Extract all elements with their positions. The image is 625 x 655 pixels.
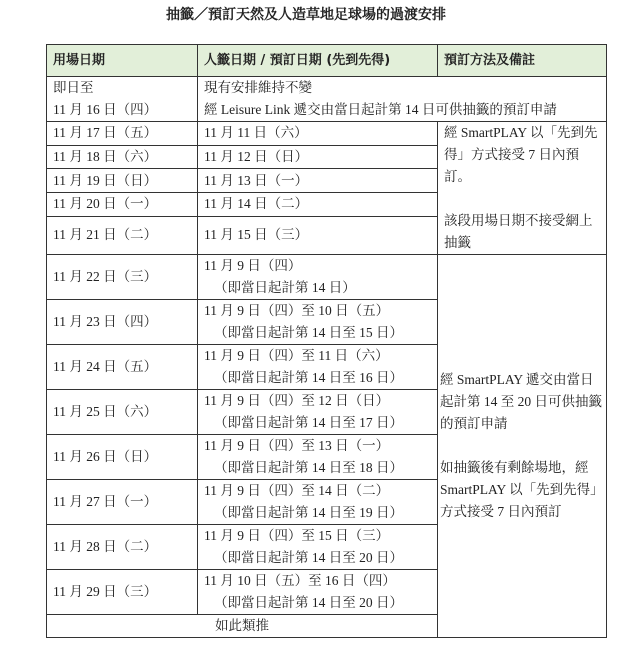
booking-range: 11 月 9 日（四） xyxy=(204,258,302,273)
method-note-cell xyxy=(438,122,607,255)
use-date-cell: 11 月 28 日（二） xyxy=(47,525,198,570)
table-row xyxy=(47,122,607,146)
booking-range: 11 月 9 日（四）至 10 日（五） xyxy=(204,303,390,318)
use-date-cell: 11 月 27 日（一） xyxy=(47,480,198,525)
date-line: 11 月 16 日（四） xyxy=(53,102,158,117)
note-text: 經 SmartPLAY 遞交由當日起計第 14 至 20 日可供抽籤的預訂申請 xyxy=(440,372,602,431)
method-note-cell xyxy=(438,255,607,638)
booking-date-cell: 11 月 15 日（三） xyxy=(198,216,438,254)
info-line: 現有安排維持不變 xyxy=(204,80,312,95)
header-method: 預訂方法及備註 xyxy=(438,45,607,77)
booking-note: （即當日起計第 14 日至 19 日） xyxy=(214,505,403,520)
booking-note: （即當日起計第 14 日） xyxy=(214,280,356,295)
booking-range: 11 月 9 日（四）至 12 日（日） xyxy=(204,393,390,408)
booking-date-cell xyxy=(198,570,438,615)
date-line: 即日至 xyxy=(53,80,94,95)
booking-date-cell xyxy=(198,255,438,300)
booking-note: （即當日起計第 14 日至 15 日） xyxy=(214,325,403,340)
note-text: 該段用場日期不接受網上抽籤 xyxy=(444,213,593,250)
use-date-cell: 11 月 18 日（六） xyxy=(47,145,198,169)
booking-date-cell xyxy=(198,480,438,525)
note-text: 如抽籤後有剩餘場地，經 SmartPLAY 以「先到先得」方式接受 7 日內預訂 xyxy=(440,460,604,519)
schedule-table xyxy=(46,44,607,638)
use-date-cell: 11 月 22 日（三） xyxy=(47,255,198,300)
booking-date-cell xyxy=(198,525,438,570)
booking-note: （即當日起計第 14 日至 17 日） xyxy=(214,415,403,430)
note-text: 經 SmartPLAY 以「先到先得」方式接受 7 日內預訂。 xyxy=(444,125,598,184)
info-line: 經 Leisure Link 遞交由當日起計第 14 日可供抽籤的預訂申請 xyxy=(204,102,557,117)
booking-date-cell xyxy=(198,435,438,480)
use-date-cell: 11 月 19 日（日） xyxy=(47,169,198,193)
booking-date-cell xyxy=(198,345,438,390)
booking-note: （即當日起計第 14 日至 20 日） xyxy=(214,550,403,565)
booking-date-cell xyxy=(198,390,438,435)
booking-date-cell xyxy=(198,300,438,345)
document-title: 抽籤／預訂天然及人造草地足球場的過渡安排 xyxy=(166,7,446,23)
use-date-cell: 11 月 17 日（五） xyxy=(47,122,198,146)
header-use-date: 用場日期 xyxy=(47,45,198,77)
use-date-cell: 11 月 23 日（四） xyxy=(47,300,198,345)
use-date-cell: 11 月 29 日（三） xyxy=(47,570,198,615)
header-booking-date: 人籤日期 / 預訂日期 (先到先得) xyxy=(198,45,438,77)
booking-note: （即當日起計第 14 日至 20 日） xyxy=(214,595,403,610)
booking-date-cell: 11 月 13 日（一） xyxy=(198,169,438,193)
booking-date-cell: 11 月 11 日（六） xyxy=(198,122,438,146)
booking-range: 11 月 9 日（四）至 14 日（二） xyxy=(204,483,390,498)
booking-range: 11 月 10 日（五）至 16 日（四） xyxy=(204,573,396,588)
use-date-cell: 11 月 26 日（日） xyxy=(47,435,198,480)
booking-date-cell: 11 月 14 日（二） xyxy=(198,193,438,217)
info-cell xyxy=(198,77,607,122)
footer-cell: 如此類推 xyxy=(47,615,438,638)
booking-note: （即當日起計第 14 日至 18 日） xyxy=(214,460,403,475)
booking-range: 11 月 9 日（四）至 15 日（三） xyxy=(204,528,390,543)
table-row xyxy=(47,255,607,300)
header-row xyxy=(47,45,607,77)
booking-range: 11 月 9 日（四）至 11 日（六） xyxy=(204,348,389,363)
use-date-cell: 11 月 24 日（五） xyxy=(47,345,198,390)
use-date-cell: 11 月 25 日（六） xyxy=(47,390,198,435)
table-row xyxy=(47,77,607,122)
use-date-cell: 11 月 21 日（二） xyxy=(47,216,198,254)
booking-note: （即當日起計第 14 日至 16 日） xyxy=(214,370,403,385)
use-date-cell xyxy=(47,77,198,122)
booking-date-cell: 11 月 12 日（日） xyxy=(198,145,438,169)
use-date-cell: 11 月 20 日（一） xyxy=(47,193,198,217)
booking-range: 11 月 9 日（四）至 13 日（一） xyxy=(204,438,390,453)
